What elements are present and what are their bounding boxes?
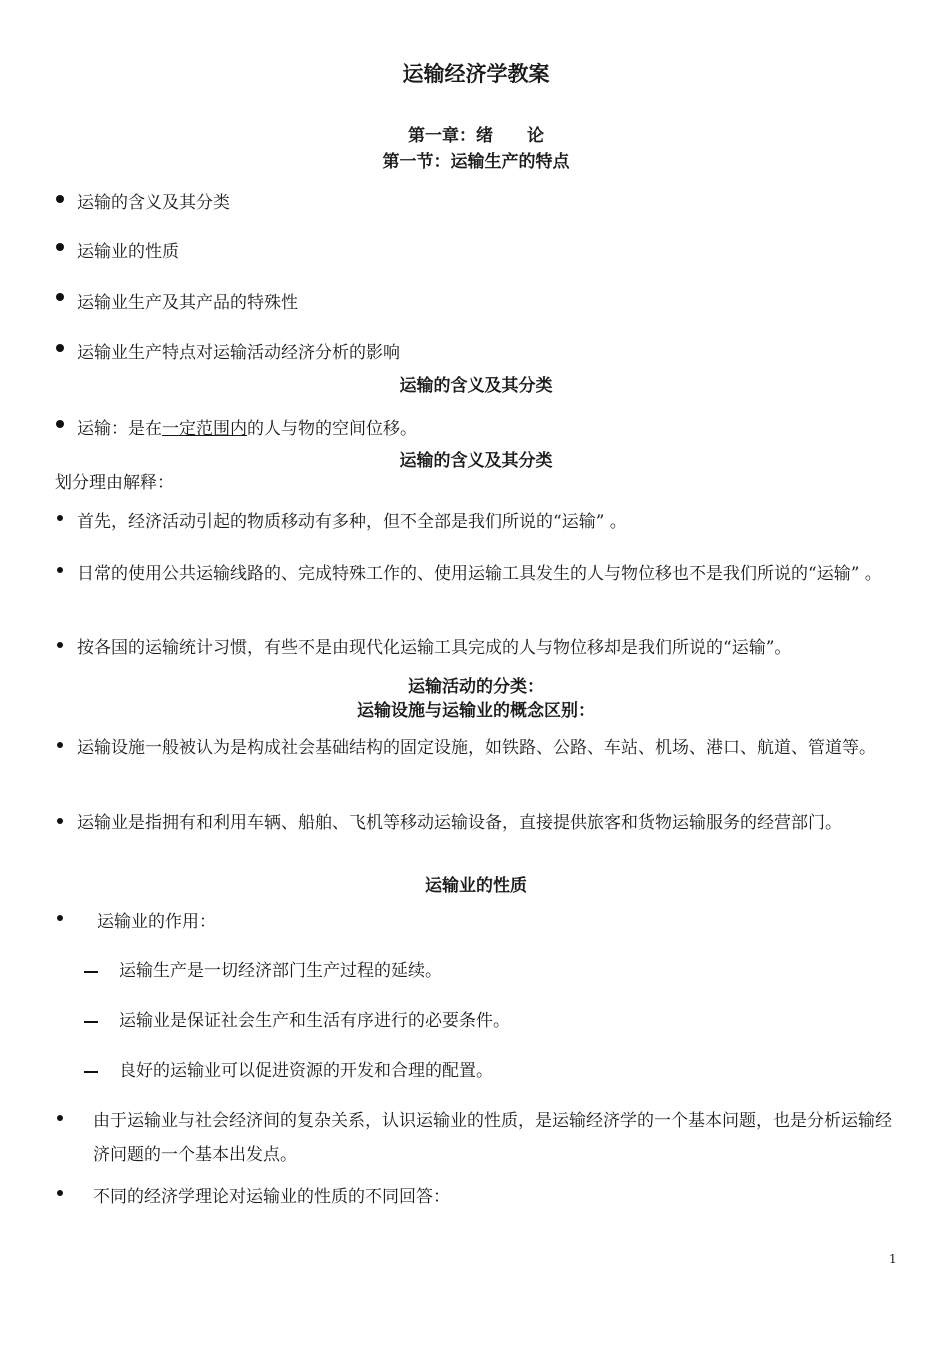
role-item: 运输业是保证社会生产和生活有序进行的必要条件。 [119, 1011, 510, 1031]
bullet-dot [57, 915, 63, 921]
definition-text-end: 的人与物的空间位移。 [247, 419, 417, 439]
definition-line [77, 418, 417, 440]
dash-marker [84, 1021, 98, 1023]
bullet-dot [56, 243, 64, 251]
heading-nature: 运输业的性质 [425, 876, 527, 896]
outline-item: 运输业的性质 [77, 242, 179, 262]
heading-classification: 运输活动的分类： [408, 677, 544, 697]
reason-item: 首先，经济活动引起的物质移动有多种，但不全部是我们所说的“运输” 。 [77, 512, 627, 532]
concept-item: 运输业是指拥有和利用车辆、船舶、飞机等移动运输设备，直接提供旅客和货物运输服务的经营部门。 [77, 813, 842, 833]
role-item: 良好的运输业可以促进资源的开发和合理的配置。 [119, 1061, 493, 1081]
bullet-dot [56, 420, 64, 428]
bullet-dot [57, 515, 63, 521]
definition-underlined: 一定范围内 [162, 419, 247, 439]
outline-item: 运输业生产特点对运输活动经济分析的影响 [77, 343, 400, 363]
bullet-dot [56, 195, 64, 203]
outline-item: 运输的含义及其分类 [77, 193, 230, 213]
heading-meaning-repeat: 运输的含义及其分类 [399, 451, 553, 471]
section-heading: 第一节：运输生产的特点 [382, 152, 570, 172]
page-number: 1 [889, 1252, 897, 1266]
bullet-dot [57, 567, 63, 573]
nature-point: 不同的经济学理论对运输业的性质的不同回答： [93, 1187, 450, 1207]
document-title: 运输经济学教案 [402, 62, 550, 86]
role-item: 运输生产是一切经济部门生产过程的延续。 [119, 961, 442, 981]
bullet-dot [57, 1115, 63, 1121]
bullet-dot [57, 1190, 63, 1196]
reason-label: 划分理由解释： [55, 473, 174, 493]
definition-text: 运输：是在 [77, 419, 162, 439]
dash-marker [84, 1071, 98, 1073]
outline-item: 运输业生产及其产品的特殊性 [77, 293, 298, 313]
nature-point: 由于运输业与社会经济间的复杂关系，认识运输业的性质，是运输经济学的一个基本问题，也是分析运输经济问题的一个基本出发点。 [93, 1111, 892, 1165]
bullet-dot [57, 642, 63, 648]
concept-item: 运输设施一般被认为是构成社会基础结构的固定设施，如铁路、公路、车站、机场、港口、航道、管道等。 [77, 738, 876, 758]
bullet-dot [57, 818, 63, 824]
dash-marker [84, 971, 98, 973]
reason-item: 按各国的运输统计习惯，有些不是由现代化运输工具完成的人与物位移却是我们所说的“运输”。 [77, 638, 792, 658]
heading-concepts: 运输设施与运输业的概念区别： [357, 701, 595, 721]
heading-meaning: 运输的含义及其分类 [399, 376, 553, 396]
chapter-heading: 第一章：绪 论 [408, 126, 544, 146]
bullet-dot [56, 293, 64, 301]
bullet-dot [57, 742, 63, 748]
reason-item: 日常的使用公共运输线路的、完成特殊工作的、使用运输工具发生的人与物位移也不是我们所说的“运输” 。 [77, 564, 882, 584]
role-label: 运输业的作用： [97, 912, 216, 932]
bullet-dot [56, 344, 64, 352]
